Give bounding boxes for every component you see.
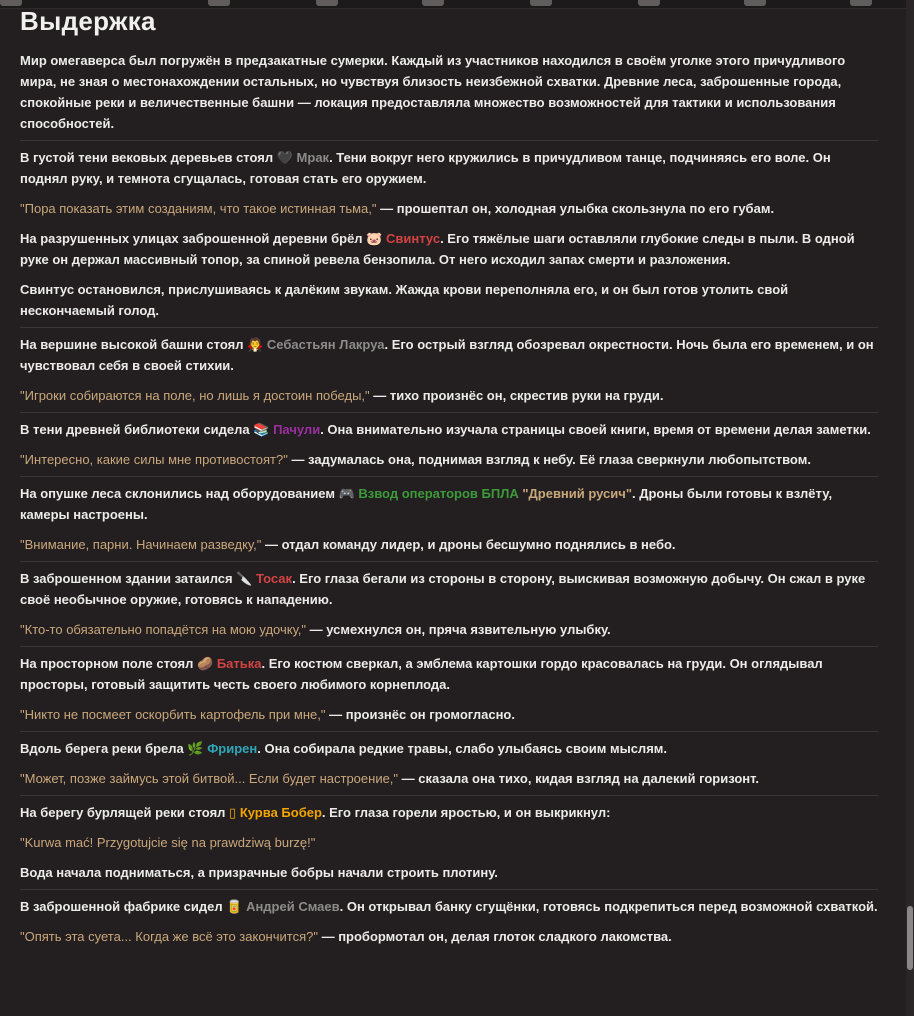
quote-smaev: "Опять эта суета... Когда же всё это закончится?" — пробормотал он, делая глоток сладкого лакомства.: [20, 929, 672, 944]
character-name-rusich: "Древний русич": [522, 486, 632, 501]
quote-bpla: "Внимание, парни. Начинаем разведку," — отдал команду лидер, и дроны бесшумно поднялись в небо.: [20, 537, 676, 552]
quote-bober: "Kurwa mać! Przygotujcie się na prawdziwą burzę!": [20, 835, 316, 850]
pig-icon: 🐷: [366, 231, 383, 246]
character-name-bpla: Взвод операторов БПЛА: [358, 486, 519, 501]
divider: [20, 646, 878, 647]
books-icon: 📚: [253, 422, 270, 437]
character-name-bober: Курва Бобер: [239, 805, 322, 820]
story-intro: Мир омегаверса был погружён в предзакатные сумерки. Каждый из участников находился в своём уголке этого причудливого мира, не зная о местонахождении остальных, но чувствуя близость неизбежной схватки. Древние леса, заброшенные города, спокойные реки и величественные башни — локация предоставляла множество возможностей для тактики и использования способностей.: [20, 53, 846, 131]
divider: [20, 561, 878, 562]
character-name-frieren: Фрирен: [207, 741, 258, 756]
scrollbar[interactable]: [906, 0, 914, 1016]
quote-mrak: "Пора показать этим созданиям, что такое истинная тьма," — прошептал он, холодная улыбка скользнула по его губам.: [20, 201, 775, 216]
story-paragraph-bober: На берегу бурлящей реки стоял ▯ Курва Бобер. Его глаза горели яростью, и он выкрикнул:: [20, 805, 611, 820]
story-paragraph-mrak: В густой тени вековых деревьев стоял 🖤 Мрак. Тени вокруг него кружились в причудливом танце, подчиняясь его воле. Он поднял руку, и темнота сгущалась, готовая стать его оружием.: [20, 150, 831, 186]
character-name-batka: Батька: [216, 656, 262, 671]
herb-icon: 🌿: [187, 741, 204, 756]
character-name-svintus: Свинтус: [386, 231, 441, 246]
character-name-pachuli: Пачули: [273, 422, 321, 437]
story-paragraph-bober-extra: Вода начала подниматься, а призрачные бобры начали строить плотину.: [20, 865, 498, 880]
story-paragraph-tosak: В заброшенном здании затаился 🔪 Тосак. Его глаза бегали из стороны в сторону, выискивая возможную добычу. Он сжал в руке своё необычное оружие, готовясь к нападению.: [20, 571, 866, 607]
character-name-sebastian: Себастьян Лакруа: [266, 337, 385, 352]
menu-icon[interactable]: [0, 0, 22, 6]
quote-sebastian: "Игроки собираются на поле, но лишь я достоин победы," — тихо произнёс он, скрестив руки на груди.: [20, 388, 664, 403]
quote-frieren: "Может, позже займусь этой битвой... Если будет настроение," — сказала она тихо, кидая взгляд на далекий горизонт.: [20, 771, 759, 786]
can-icon: 🥫: [226, 899, 243, 914]
story-paragraph-smaev: В заброшенной фабрике сидел 🥫 Андрей Смаев. Он открывал банку сгущёнки, готовясь подкрепиться перед возможной схваткой.: [20, 899, 878, 914]
character-name-smaev: Андрей Смаев: [246, 899, 340, 914]
divider: [20, 327, 878, 328]
scrollbar-thumb[interactable]: [907, 906, 913, 970]
story-content: [20, 6, 878, 947]
character-name-mrak: Мрак: [296, 150, 330, 165]
quote-pachuli: "Интересно, какие силы мне противостоят?" — задумалась она, поднимая взгляд к небу. Её глаза сверкнули любопытством.: [20, 452, 811, 467]
knife-icon: 🔪: [236, 571, 253, 586]
story-paragraph-pachuli: В тени древней библиотеки сидела 📚 Пачули. Она внимательно изучала страницы своей книги, время от времени делая заметки.: [20, 422, 871, 437]
divider: [20, 412, 878, 413]
gamepad-icon: 🎮: [338, 486, 355, 501]
character-name-tosak: Тосак: [256, 571, 293, 586]
divider: [20, 889, 878, 890]
story-paragraph-bpla: На опушке леса склонились над оборудованием 🎮 Взвод операторов БПЛА "Древний русич". Дроны были готовы к взлёту, камеры настроены.: [20, 486, 833, 522]
divider: [20, 795, 878, 796]
divider: [20, 476, 878, 477]
quote-batka: "Никто не посмеет оскорбить картофель при мне," — произнёс он громогласно.: [20, 707, 515, 722]
quote-tosak: "Кто-то обязательно попадётся на мою удочку," — усмехнулся он, пряча язвительную улыбку.: [20, 622, 611, 637]
vampire-icon: 🧛: [247, 337, 264, 352]
black-heart-icon: 🖤: [276, 150, 293, 165]
story-paragraph-frieren: Вдоль берега реки брела 🌿 Фрирен. Она собирала редкие травы, слабо улыбаясь своим мыслям.: [20, 741, 668, 756]
divider: [20, 140, 878, 141]
story-paragraph-batka: На просторном поле стоял 🥔 Батька. Его костюм сверкал, а эмблема картошки гордо красовалась на груди. Он оглядывал просторы, готовый защитить честь своего любимого корнеплода.: [20, 656, 823, 692]
story-paragraph-sebastian: На вершине высокой башни стоял 🧛 Себастьян Лакруа. Его острый взгляд обозревал окрестности. Ночь была его временем, и он чувствовал себя в своей стихии.: [20, 337, 874, 373]
beaver-icon: ▯: [229, 805, 237, 820]
story-paragraph-svintus-extra: Свинтус остановился, прислушиваясь к далёким звукам. Жажда крови переполняла его, и он был готов утолить свой нескончаемый голод.: [20, 282, 789, 318]
divider: [20, 731, 878, 732]
story-paragraph-svintus: На разрушенных улицах заброшенной деревни брёл 🐷 Свинтус. Его тяжёлые шаги оставляли глубокие следы в пыли. В одной руке он держал массивный топор, за спиной ревела бензопила. От него исходил запах смерти и разложения.: [20, 231, 855, 267]
potato-icon: 🥔: [197, 656, 214, 671]
page-title: Выдержка: [20, 6, 156, 36]
